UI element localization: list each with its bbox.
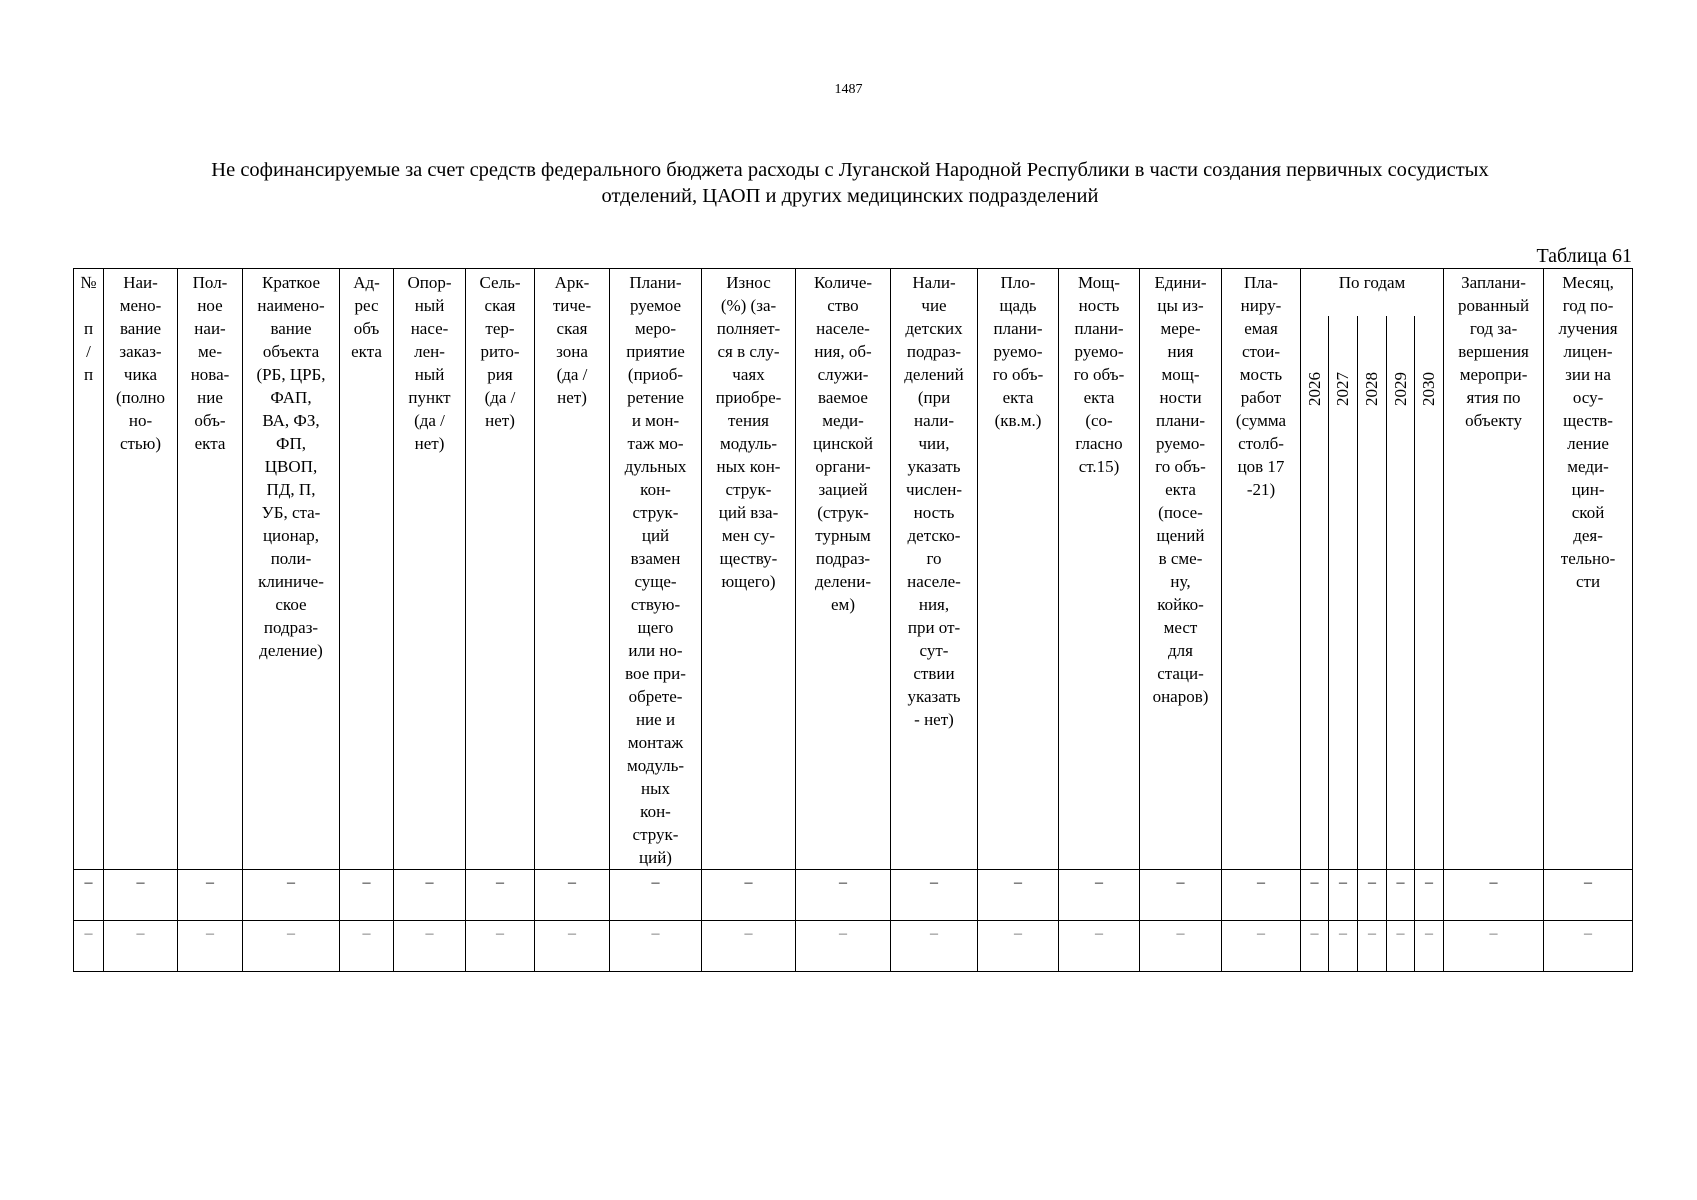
table-cell: – xyxy=(796,870,891,921)
header-line: ности xyxy=(1159,388,1202,407)
header-line: лен- xyxy=(414,342,445,361)
header-line: койко- xyxy=(1157,595,1204,614)
header-year-2028 xyxy=(1358,316,1387,870)
table-cell: – xyxy=(104,870,178,921)
header-line: Ад- xyxy=(353,273,380,292)
header-line: го объ- xyxy=(1155,457,1206,476)
header-address xyxy=(340,269,394,870)
table-cell: – xyxy=(891,870,978,921)
table-cell: – xyxy=(1329,870,1358,921)
header-line: рес xyxy=(354,296,379,315)
header-line: цин- xyxy=(1571,480,1605,499)
header-line: заказ- xyxy=(119,342,162,361)
header-line xyxy=(74,294,103,317)
header-line: мость xyxy=(1239,365,1283,384)
table-cell: – xyxy=(74,870,104,921)
header-year-2027 xyxy=(1329,316,1358,870)
header-line: екта xyxy=(194,434,226,453)
header-line: щего xyxy=(637,618,674,637)
header-line: п xyxy=(83,319,94,338)
header-line: меди- xyxy=(1567,457,1609,476)
header-line: зона xyxy=(556,342,588,361)
table-cell: – xyxy=(1059,921,1140,972)
header-line: ное xyxy=(197,296,223,315)
header-line: нали- xyxy=(913,411,955,430)
header-line: екта xyxy=(351,342,382,361)
header-line: (струк- xyxy=(817,503,869,522)
header-line: Наи- xyxy=(123,273,158,292)
header-line: ЦВОП, xyxy=(264,457,318,476)
header-line: екта xyxy=(1083,388,1115,407)
header-line: ПД, П, xyxy=(266,480,316,499)
table-cell: – xyxy=(243,870,340,921)
header-capacity-units xyxy=(1140,269,1222,870)
header-line: вершения xyxy=(1458,342,1529,361)
header-line: ние и xyxy=(635,710,676,729)
header-line: стои- xyxy=(1241,342,1280,361)
header-line: модуль- xyxy=(626,756,685,775)
header-line: Пло- xyxy=(1000,273,1036,292)
header-line: насе- xyxy=(410,319,449,338)
header-line: указать xyxy=(907,457,961,476)
header-line: Нали- xyxy=(912,273,956,292)
header-line: (РБ, ЦРБ, xyxy=(256,365,326,384)
header-line: ну, xyxy=(1170,572,1191,591)
header-line: руемо- xyxy=(1074,342,1124,361)
header-line: и мон- xyxy=(631,411,680,430)
header-line: рованный xyxy=(1458,296,1530,315)
table-cell: – xyxy=(1544,870,1633,921)
header-line: ществу- xyxy=(719,549,778,568)
header-line: руемо- xyxy=(1155,434,1206,453)
header-line: ление xyxy=(1567,434,1609,453)
header-line: ме- xyxy=(198,342,222,361)
table-cell: – xyxy=(104,921,178,972)
header-line: (посе- xyxy=(1158,503,1203,522)
header-line: или но- xyxy=(628,641,683,660)
header-line: год по- xyxy=(1562,296,1614,315)
title-line-1: Не софинансируемые за счет средств федерального бюджета расходы с Луганской Народной Республики в части создания первичных сосудистых xyxy=(211,159,1489,181)
header-line: сут- xyxy=(919,641,949,660)
table-cell: – xyxy=(394,870,466,921)
header-base-settlement xyxy=(394,269,466,870)
header-line: полняет- xyxy=(716,319,781,338)
header-line: но- xyxy=(128,411,153,430)
table-row xyxy=(74,921,1633,972)
header-line: осу- xyxy=(1572,388,1604,407)
header-line: (да / xyxy=(484,388,516,407)
header-line: детско- xyxy=(907,526,961,545)
table-cell: – xyxy=(340,921,394,972)
table-cell: – xyxy=(178,921,243,972)
header-capacity xyxy=(1059,269,1140,870)
header-line: / xyxy=(86,342,91,361)
header-wear xyxy=(702,269,796,870)
table-cell: – xyxy=(1415,870,1444,921)
table-cell: – xyxy=(340,870,394,921)
header-line: пункт xyxy=(408,388,451,407)
header-line: чика xyxy=(123,365,158,384)
table-cell: – xyxy=(891,921,978,972)
header-line: го xyxy=(926,549,942,568)
year-label: 2029 xyxy=(1390,371,1410,406)
header-line: -21) xyxy=(1246,480,1276,499)
header-line: лицен- xyxy=(1563,342,1613,361)
header-line: поли- xyxy=(270,549,312,568)
header-line: тельно- xyxy=(1560,549,1616,568)
header-line: зацией xyxy=(818,480,868,499)
header-line: емая xyxy=(1244,319,1278,338)
header-line: ность xyxy=(1078,296,1120,315)
header-line: монтаж xyxy=(627,733,684,752)
header-planned-measure xyxy=(610,269,702,870)
table-cell: – xyxy=(178,870,243,921)
header-line: нова- xyxy=(190,365,230,384)
header-line: п xyxy=(83,365,94,384)
header-line: ство xyxy=(827,296,859,315)
header-line: клиниче- xyxy=(258,572,324,591)
year-label: 2027 xyxy=(1333,371,1352,406)
header-population xyxy=(796,269,891,870)
table-cell: – xyxy=(1222,921,1301,972)
header-line: ем) xyxy=(831,595,855,614)
header-line: (да / xyxy=(414,411,445,430)
table-body xyxy=(74,870,1633,972)
header-line: струк- xyxy=(632,503,679,522)
header-line: ций) xyxy=(639,848,672,867)
header-line: руемо- xyxy=(993,342,1043,361)
table-cell: – xyxy=(702,921,796,972)
header-line: нет) xyxy=(485,411,515,430)
header-num xyxy=(74,269,104,870)
header-line: (да / xyxy=(556,365,588,384)
header-line: меропри- xyxy=(1459,365,1528,384)
header-line: ской xyxy=(1571,503,1605,522)
header-by-years: По годам xyxy=(1301,269,1444,316)
header-line: вое при- xyxy=(625,664,686,683)
header-line: цов 17 xyxy=(1237,457,1285,476)
header-line: ская xyxy=(556,319,588,338)
header-line: ятия по xyxy=(1466,388,1521,407)
header-line: ных xyxy=(640,779,671,798)
header-line: мере- xyxy=(1160,319,1201,338)
header-line: сти xyxy=(1576,572,1601,591)
header-line: (кв.м.) xyxy=(994,411,1042,430)
header-line: стаци- xyxy=(1157,664,1204,683)
table-cell: – xyxy=(1544,921,1633,972)
table-cell: – xyxy=(978,870,1059,921)
table-cell: – xyxy=(610,870,702,921)
header-area xyxy=(978,269,1059,870)
header-line: онаров) xyxy=(1152,687,1209,706)
header-line: объ- xyxy=(194,411,226,430)
header-line: ния, об- xyxy=(814,342,872,361)
table-cell: – xyxy=(1387,870,1415,921)
header-line: Месяц, xyxy=(1562,273,1614,292)
header-line: ционар, xyxy=(262,526,320,545)
header-line: (%) (за- xyxy=(720,296,777,315)
header-line: ская xyxy=(484,296,516,315)
header-line: объекта xyxy=(262,342,320,361)
header-line: плани- xyxy=(993,319,1043,338)
header-line: тения xyxy=(728,411,769,430)
header-line: (сумма xyxy=(1235,411,1287,430)
header-line: ваемое xyxy=(818,388,868,407)
table-cell: – xyxy=(466,921,535,972)
table-cell: – xyxy=(1444,921,1544,972)
header-line: ниру- xyxy=(1240,296,1282,315)
header-line: меро- xyxy=(635,319,676,338)
header-line: цинской xyxy=(813,434,873,453)
header-line: работ xyxy=(1240,388,1282,407)
header-line: струк- xyxy=(632,825,679,844)
header-line: взамен xyxy=(630,549,681,568)
header-line: вание xyxy=(270,319,312,338)
header-line: подраз- xyxy=(263,618,319,637)
header-line: Арк- xyxy=(554,273,590,292)
header-line: нет) xyxy=(414,434,445,453)
header-line: чии, xyxy=(918,434,950,453)
header-line: мощ- xyxy=(1161,365,1200,384)
header-year-2026 xyxy=(1301,316,1329,870)
header-line: Едини- xyxy=(1154,273,1207,292)
table-cell: – xyxy=(535,921,610,972)
header-line: делени- xyxy=(814,572,872,591)
header-line: населе- xyxy=(907,572,961,591)
header-line: плани- xyxy=(1074,319,1124,338)
header-line: ный xyxy=(414,296,445,315)
header-line: ций вза- xyxy=(718,503,779,522)
table-cell: – xyxy=(1444,870,1544,921)
header-line: в сме- xyxy=(1158,549,1203,568)
header-line: указать xyxy=(907,687,961,706)
header-line: чаях xyxy=(732,365,765,384)
header-line: вание xyxy=(119,319,162,338)
header-line: нет) xyxy=(557,388,587,407)
data-table xyxy=(73,268,1633,972)
table-cell: – xyxy=(978,921,1059,972)
header-line: мено- xyxy=(119,296,162,315)
header-license xyxy=(1544,269,1633,870)
header-line: УБ, ста- xyxy=(261,503,321,522)
header-line: гласно xyxy=(1075,434,1123,453)
header-line: ВА, ФЗ, xyxy=(262,411,320,430)
table-row xyxy=(74,870,1633,921)
table-caption: Таблица 61 xyxy=(1536,245,1632,267)
header-line: (со- xyxy=(1085,411,1113,430)
table-cell: – xyxy=(1329,921,1358,972)
header-line: го объ- xyxy=(992,365,1044,384)
header-line: ния, xyxy=(918,595,950,614)
year-label: 2028 xyxy=(1362,371,1381,406)
header-line: ние xyxy=(197,388,223,407)
table-cell: – xyxy=(74,921,104,972)
header-line: объекту xyxy=(1465,411,1522,430)
header-line: щений xyxy=(1156,526,1205,545)
header-line: органи- xyxy=(815,457,871,476)
header-line: № xyxy=(80,273,97,292)
header-line: тиче- xyxy=(552,296,592,315)
header-line: обрете- xyxy=(628,687,683,706)
table-cell: – xyxy=(394,921,466,972)
header-line: год за- xyxy=(1469,319,1518,338)
header-line: ся в слу- xyxy=(717,342,780,361)
header-line: ный xyxy=(414,365,445,384)
header-line: тер- xyxy=(485,319,515,338)
header-line: екта xyxy=(1002,388,1034,407)
header-line: ния xyxy=(1167,342,1194,361)
header-line: лучения xyxy=(1558,319,1618,338)
header-line: Плани- xyxy=(629,273,682,292)
table-cell: – xyxy=(1059,870,1140,921)
header-line: рия xyxy=(487,365,513,384)
document-title xyxy=(120,157,1580,209)
header-line: чие xyxy=(921,296,947,315)
table-cell: – xyxy=(1301,870,1329,921)
header-line: ность xyxy=(913,503,955,522)
header-cost xyxy=(1222,269,1301,870)
header-line: (при xyxy=(917,388,951,407)
table-cell: – xyxy=(1222,870,1301,921)
header-line: кон- xyxy=(640,802,671,821)
header-line: Количе- xyxy=(813,273,873,292)
header-line: го объ- xyxy=(1073,365,1125,384)
header-line: меди- xyxy=(822,411,864,430)
table-cell: – xyxy=(1140,870,1222,921)
header-line: ствии xyxy=(913,664,955,683)
header-line: наимено- xyxy=(257,296,325,315)
table-cell: – xyxy=(1301,921,1329,972)
header-row-1 xyxy=(74,269,1633,316)
header-line: для xyxy=(1168,641,1193,660)
header-line: кон- xyxy=(640,480,671,499)
header-line: мен су- xyxy=(721,526,776,545)
header-line: Пол- xyxy=(192,273,228,292)
table-cell: – xyxy=(1358,921,1387,972)
table-cell: – xyxy=(1415,921,1444,972)
header-line: Опор- xyxy=(407,273,452,292)
header-line: ществ- xyxy=(1563,411,1613,430)
header-line: приобре- xyxy=(715,388,782,407)
header-line: приятие xyxy=(626,342,685,361)
header-line: столб- xyxy=(1238,434,1284,453)
header-line: мест xyxy=(1163,618,1198,637)
header-line: подраз- xyxy=(906,342,962,361)
year-label: 2030 xyxy=(1419,371,1439,406)
page-number: 1487 xyxy=(834,82,863,97)
header-short-name xyxy=(243,269,340,870)
header-line: Заплани- xyxy=(1461,273,1526,292)
header-line: стью) xyxy=(119,434,162,453)
header-arctic xyxy=(535,269,610,870)
header-line: служи- xyxy=(817,365,869,384)
header-completion-year xyxy=(1444,269,1544,870)
header-customer xyxy=(104,269,178,870)
header-line: объ xyxy=(353,319,380,338)
header-line: населе- xyxy=(816,319,870,338)
table-cell: – xyxy=(796,921,891,972)
header-line: ст.15) xyxy=(1078,457,1120,476)
header-line: цы из- xyxy=(1157,296,1204,315)
header-line: числен- xyxy=(906,480,962,499)
header-line: - нет) xyxy=(914,710,954,729)
year-label: 2026 xyxy=(1304,371,1324,406)
header-line: деление) xyxy=(259,641,323,660)
header-line: делений xyxy=(904,365,964,384)
header-year-2030 xyxy=(1415,316,1444,870)
header-line: суще- xyxy=(634,572,677,591)
header-line: турным xyxy=(815,526,871,545)
header-line: ций xyxy=(641,526,670,545)
header-line: ретение xyxy=(627,388,684,407)
header-line: модуль- xyxy=(719,434,778,453)
header-line: подраз- xyxy=(815,549,871,568)
header-line: (полно xyxy=(115,388,166,407)
header-line: (приоб- xyxy=(627,365,684,384)
table-cell: – xyxy=(1140,921,1222,972)
header-line: рито- xyxy=(480,342,520,361)
table-cell: – xyxy=(610,921,702,972)
header-line: детских xyxy=(905,319,963,338)
header-children xyxy=(891,269,978,870)
header-line: ФАП, xyxy=(270,388,312,407)
header-line: зии на xyxy=(1565,365,1611,384)
table-cell: – xyxy=(466,870,535,921)
header-line: ФП, xyxy=(276,434,306,453)
header-line: ных кон- xyxy=(716,457,781,476)
header-line: Износ xyxy=(726,273,771,292)
header-year-2029 xyxy=(1387,316,1415,870)
header-line: при от- xyxy=(907,618,961,637)
title-line-2: отделений, ЦАОП и других медицинских подразделений xyxy=(601,185,1099,207)
header-line: таж мо- xyxy=(627,434,684,453)
header-full-name xyxy=(178,269,243,870)
header-line: Краткое xyxy=(261,273,321,292)
header-line: Пла- xyxy=(1244,273,1278,292)
header-line: ское xyxy=(275,595,307,614)
header-line: ствую- xyxy=(630,595,681,614)
header-line: екта xyxy=(1165,480,1196,499)
header-line: щадь xyxy=(999,296,1037,315)
table-cell: – xyxy=(243,921,340,972)
table-cell: – xyxy=(1358,870,1387,921)
table-cell: – xyxy=(535,870,610,921)
header-line: наи- xyxy=(194,319,226,338)
header-line: струк- xyxy=(725,480,772,499)
header-line: Мощ- xyxy=(1078,273,1120,292)
header-line: дея- xyxy=(1573,526,1603,545)
header-line: Сель- xyxy=(479,273,521,292)
header-line: дульных xyxy=(624,457,687,476)
header-rural xyxy=(466,269,535,870)
header-line: плани- xyxy=(1156,411,1205,430)
header-line: руемое xyxy=(629,296,682,315)
table-cell: – xyxy=(702,870,796,921)
table-cell: – xyxy=(1387,921,1415,972)
header-line: ющего) xyxy=(721,572,776,591)
